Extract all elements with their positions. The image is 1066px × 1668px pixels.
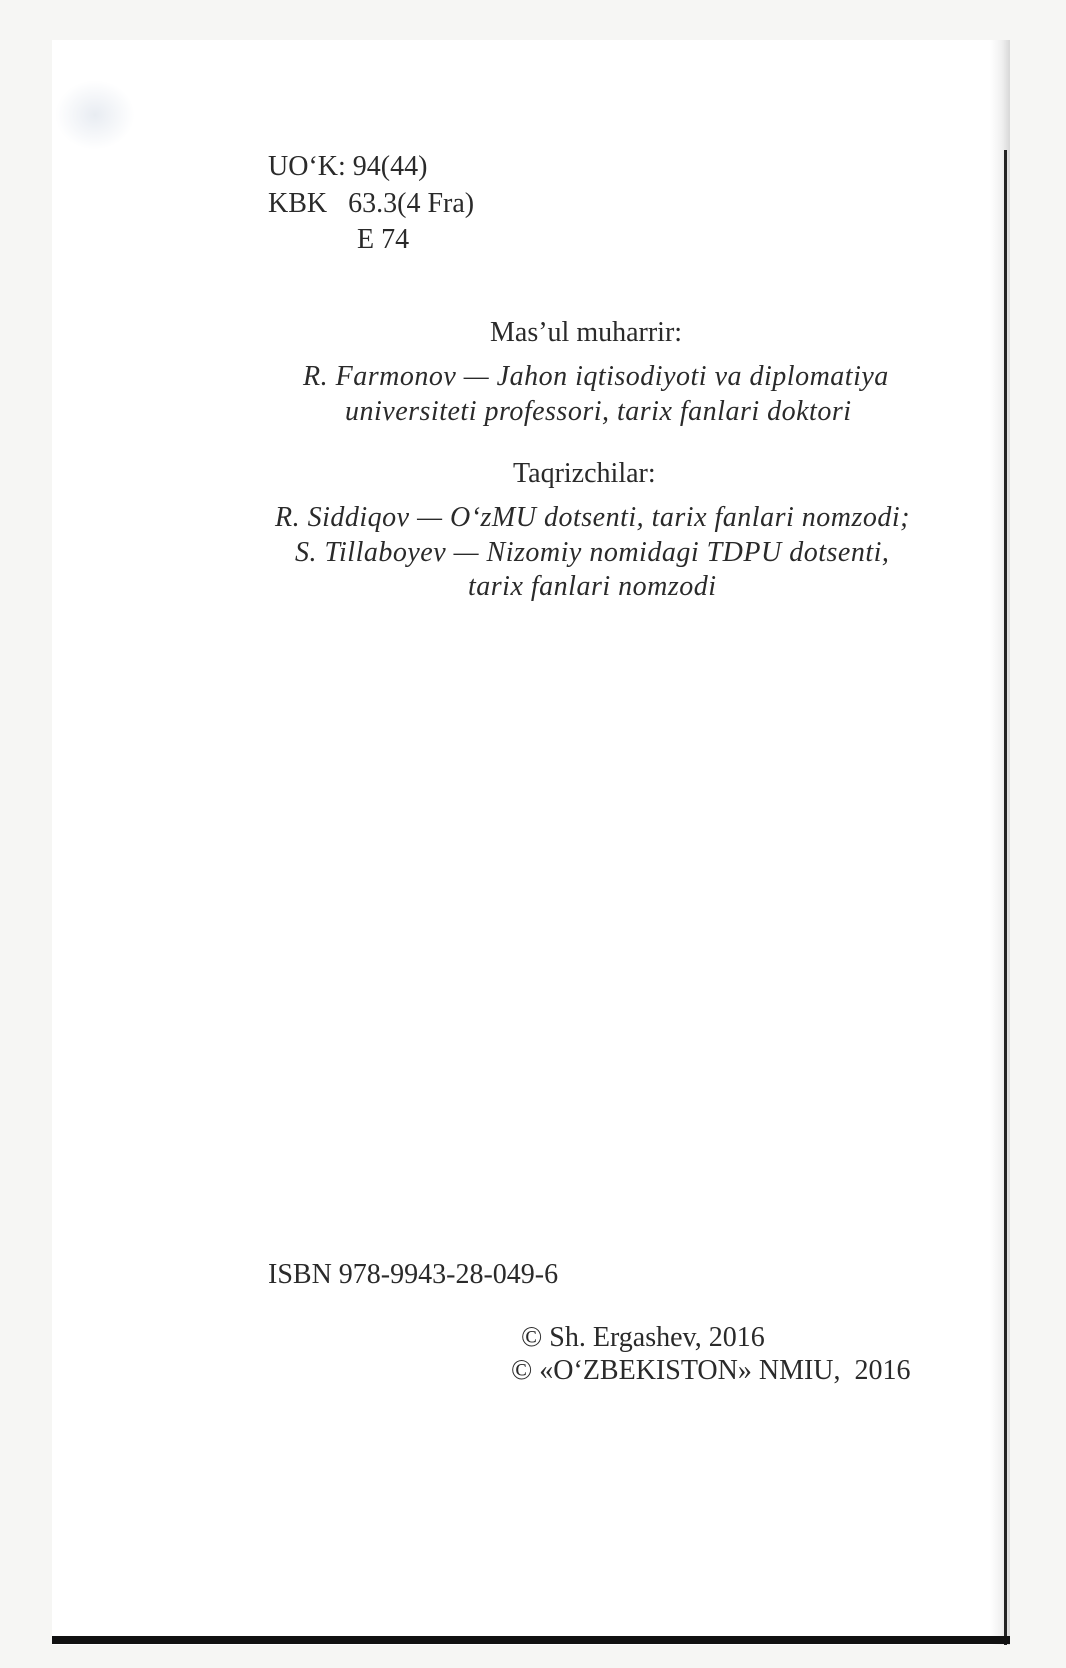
reviewer-line-3: tarix fanlari nomzodi — [468, 571, 717, 602]
editor-heading: Mas’ul muharrir: — [490, 317, 683, 348]
copyright-author: © Sh. Ergashev, 2016 — [521, 1322, 765, 1353]
reviewer-line-2: S. Tillaboyev — Nizomiy nomidagi TDPU dotsenti, — [295, 537, 890, 568]
kbk-code: KBK 63.3(4 Fra) — [268, 188, 475, 219]
editor-line-1: R. Farmonov — Jahon iqtisodiyoti va diplomatiya — [303, 361, 889, 392]
copyright-publisher: © «O‘ZBEKISTON» NMIU, 2016 — [511, 1355, 911, 1386]
uok-code: UO‘K: 94(44) — [268, 151, 428, 182]
scan-smudge — [55, 80, 135, 150]
reviewers-heading: Taqrizchilar: — [513, 458, 656, 489]
reviewer-line-1: R. Siddiqov — O‘zMU dotsenti, tarix fanlari nomzodi; — [275, 502, 910, 533]
page — [52, 40, 1010, 1645]
isbn: ISBN 978-9943-28-049-6 — [268, 1259, 559, 1290]
page-edge-line — [1004, 150, 1007, 1645]
editor-line-2: universiteti professori, tarix fanlari doktori — [345, 396, 852, 427]
page-fold-shadow — [990, 40, 1010, 1645]
author-mark: E 74 — [357, 224, 410, 255]
bottom-rule — [52, 1636, 1010, 1644]
